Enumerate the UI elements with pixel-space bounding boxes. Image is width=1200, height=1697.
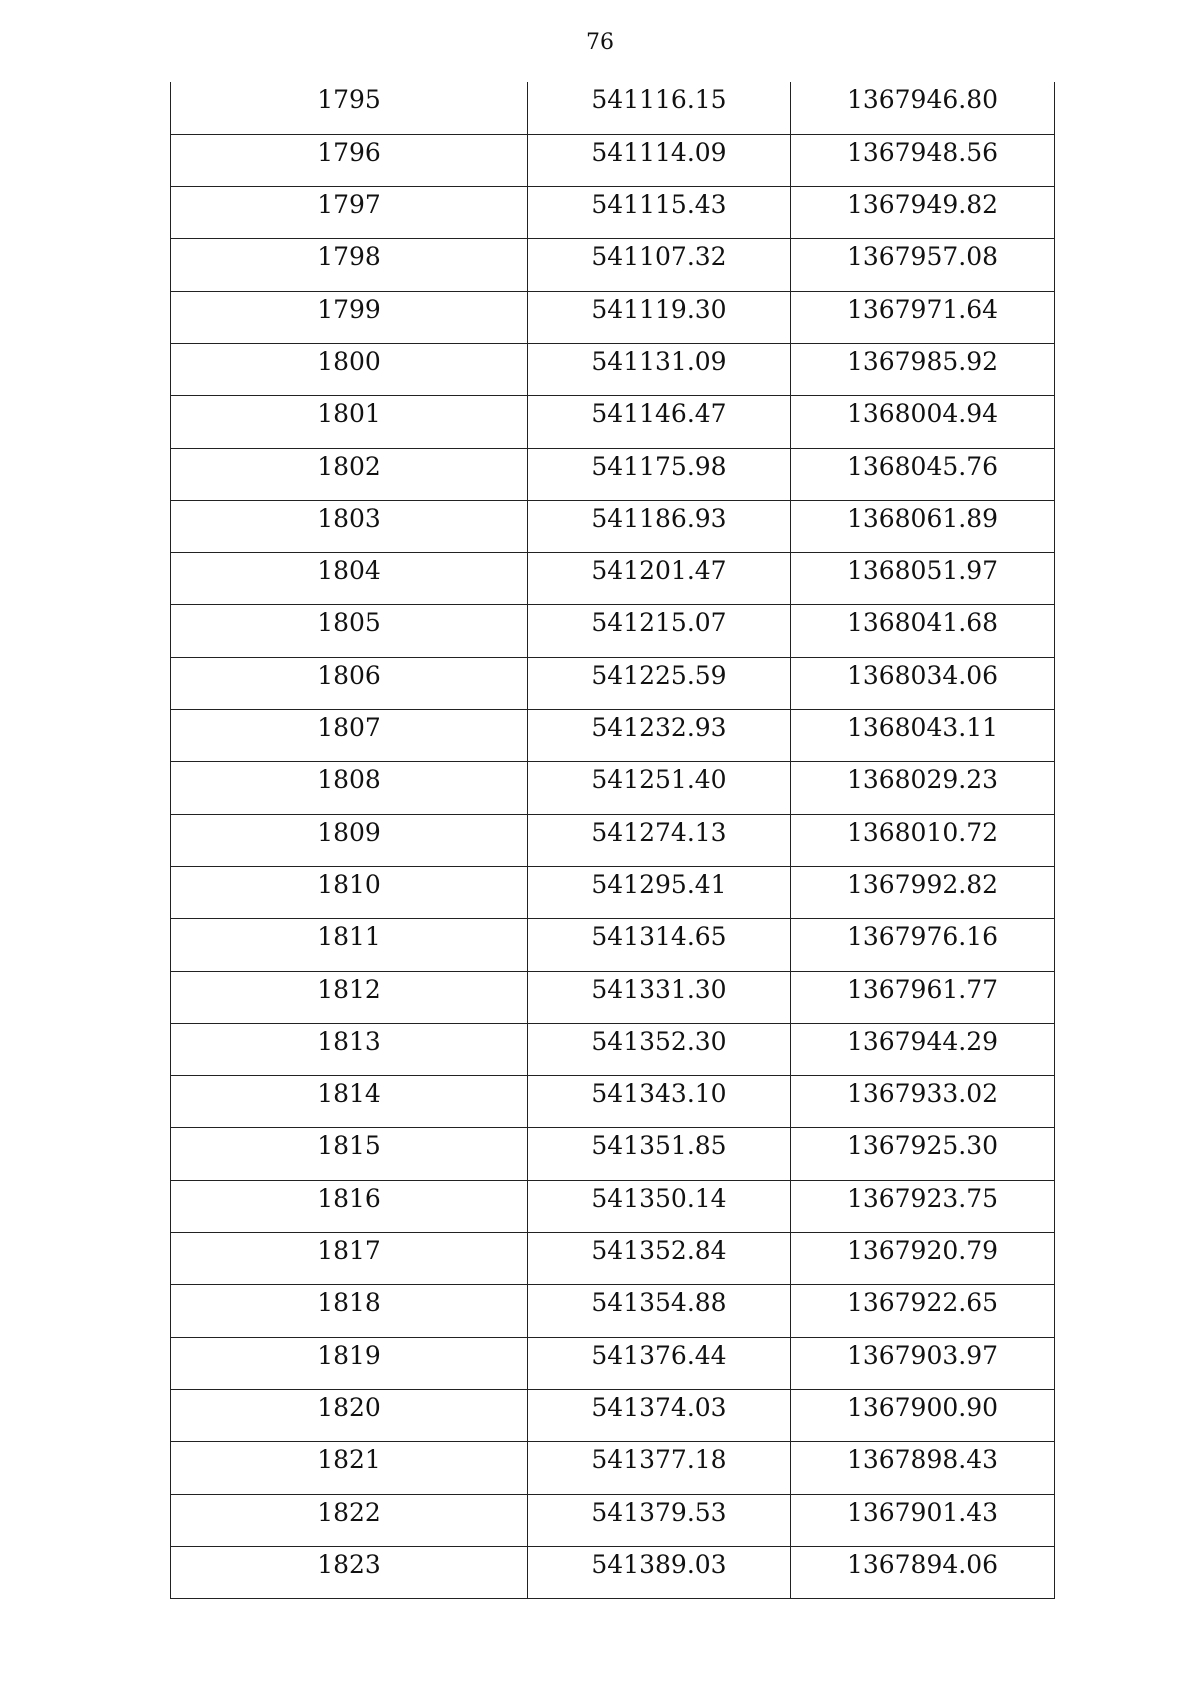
cell-value: 541389.03 xyxy=(591,1549,727,1579)
table-row xyxy=(171,1442,1055,1494)
y-coordinate-cell xyxy=(791,814,1055,866)
cell-value: 541251.40 xyxy=(591,765,727,795)
table-row xyxy=(171,291,1055,343)
cell-value: 541232.93 xyxy=(591,713,727,743)
cell-value: 541114.09 xyxy=(591,137,727,167)
cell-value: 1367985.92 xyxy=(846,346,999,376)
cell-value: 1367920.79 xyxy=(846,1236,999,1266)
y-coordinate-cell xyxy=(791,710,1055,762)
cell-value: 541331.30 xyxy=(591,974,727,1004)
x-coordinate-cell xyxy=(528,553,791,605)
cell-value: 541119.30 xyxy=(591,294,727,324)
x-coordinate-cell xyxy=(528,1076,791,1128)
cell-value: 541186.93 xyxy=(591,503,727,533)
x-coordinate-cell xyxy=(528,1180,791,1232)
cell-value: 1823 xyxy=(317,1549,381,1579)
y-coordinate-cell xyxy=(791,1442,1055,1494)
cell-value: 1367961.77 xyxy=(846,974,999,1004)
y-coordinate-cell xyxy=(791,448,1055,500)
point-number-cell xyxy=(171,1546,528,1598)
x-coordinate-cell xyxy=(528,291,791,343)
cell-value: 541225.59 xyxy=(591,660,727,690)
cell-value: 1367948.56 xyxy=(846,137,999,167)
point-number-cell xyxy=(171,396,528,448)
x-coordinate-cell xyxy=(528,343,791,395)
y-coordinate-cell xyxy=(791,657,1055,709)
cell-value: 1795 xyxy=(317,85,381,114)
cell-value: 541295.41 xyxy=(591,869,727,899)
cell-value: 1822 xyxy=(317,1497,381,1527)
point-number-cell xyxy=(171,448,528,500)
cell-value: 541274.13 xyxy=(591,817,727,847)
point-number-cell xyxy=(171,187,528,239)
x-coordinate-cell xyxy=(528,134,791,186)
y-coordinate-cell xyxy=(791,239,1055,291)
cell-value: 541116.15 xyxy=(591,85,727,114)
cell-value: 1815 xyxy=(317,1131,381,1161)
cell-value: 541351.85 xyxy=(591,1131,727,1161)
table-row xyxy=(171,605,1055,657)
coordinates-table-body xyxy=(171,82,1055,1599)
cell-value: 1368010.72 xyxy=(846,817,999,847)
table-row xyxy=(171,1128,1055,1180)
x-coordinate-cell xyxy=(528,657,791,709)
cell-value: 1810 xyxy=(317,869,381,899)
cell-value: 541377.18 xyxy=(591,1445,727,1475)
y-coordinate-cell xyxy=(791,187,1055,239)
x-coordinate-cell xyxy=(528,1285,791,1337)
cell-value: 541215.07 xyxy=(591,608,727,638)
x-coordinate-cell xyxy=(528,866,791,918)
x-coordinate-cell xyxy=(528,82,791,134)
x-coordinate-cell xyxy=(528,605,791,657)
cell-value: 1367957.08 xyxy=(846,242,999,272)
cell-value: 541146.47 xyxy=(591,399,727,429)
table-row xyxy=(171,134,1055,186)
cell-value: 1798 xyxy=(317,242,381,272)
table-row xyxy=(171,762,1055,814)
point-number-cell xyxy=(171,82,528,134)
cell-value: 1813 xyxy=(317,1026,381,1056)
cell-value: 1367898.43 xyxy=(846,1445,999,1475)
x-coordinate-cell xyxy=(528,187,791,239)
cell-value: 1368061.89 xyxy=(846,503,999,533)
table-row xyxy=(171,1076,1055,1128)
table-row xyxy=(171,971,1055,1023)
point-number-cell xyxy=(171,134,528,186)
x-coordinate-cell xyxy=(528,448,791,500)
y-coordinate-cell xyxy=(791,1546,1055,1598)
y-coordinate-cell xyxy=(791,1233,1055,1285)
cell-value: 1367946.80 xyxy=(846,85,999,114)
cell-value: 541352.84 xyxy=(591,1236,727,1266)
y-coordinate-cell xyxy=(791,866,1055,918)
cell-value: 541115.43 xyxy=(591,190,727,220)
x-coordinate-cell xyxy=(528,1023,791,1075)
point-number-cell xyxy=(171,1233,528,1285)
cell-value: 1367922.65 xyxy=(846,1288,999,1318)
y-coordinate-cell xyxy=(791,971,1055,1023)
cell-value: 1804 xyxy=(317,556,381,586)
cell-value: 1820 xyxy=(317,1392,381,1422)
cell-value: 1816 xyxy=(317,1183,381,1213)
page-number: 76 xyxy=(586,30,614,55)
y-coordinate-cell xyxy=(791,1337,1055,1389)
point-number-cell xyxy=(171,1442,528,1494)
x-coordinate-cell xyxy=(528,1494,791,1546)
x-coordinate-cell xyxy=(528,919,791,971)
point-number-cell xyxy=(171,343,528,395)
cell-value: 1367976.16 xyxy=(846,922,999,952)
y-coordinate-cell xyxy=(791,1494,1055,1546)
y-coordinate-cell xyxy=(791,1076,1055,1128)
y-coordinate-cell xyxy=(791,553,1055,605)
x-coordinate-cell xyxy=(528,1546,791,1598)
table-row xyxy=(171,866,1055,918)
table-row xyxy=(171,919,1055,971)
y-coordinate-cell xyxy=(791,1180,1055,1232)
cell-value: 1801 xyxy=(317,399,381,429)
cell-value: 1367903.97 xyxy=(846,1340,999,1370)
table-row xyxy=(171,343,1055,395)
cell-value: 541376.44 xyxy=(591,1340,727,1370)
point-number-cell xyxy=(171,710,528,762)
cell-value: 1368029.23 xyxy=(846,765,999,795)
point-number-cell xyxy=(171,971,528,1023)
table-row xyxy=(171,500,1055,552)
x-coordinate-cell xyxy=(528,762,791,814)
table-row xyxy=(171,1337,1055,1389)
cell-value: 1799 xyxy=(317,294,381,324)
point-number-cell xyxy=(171,500,528,552)
table-row xyxy=(171,1389,1055,1441)
cell-value: 1805 xyxy=(317,608,381,638)
cell-value: 1797 xyxy=(317,190,381,220)
cell-value: 541350.14 xyxy=(591,1183,727,1213)
cell-value: 1367944.29 xyxy=(846,1026,999,1056)
point-number-cell xyxy=(171,657,528,709)
x-coordinate-cell xyxy=(528,1233,791,1285)
cell-value: 1367925.30 xyxy=(846,1131,999,1161)
coordinates-table xyxy=(170,82,1055,1599)
cell-value: 1367900.90 xyxy=(846,1392,999,1422)
point-number-cell xyxy=(171,1494,528,1546)
y-coordinate-cell xyxy=(791,1285,1055,1337)
cell-value: 541107.32 xyxy=(591,242,727,272)
y-coordinate-cell xyxy=(791,605,1055,657)
table-row xyxy=(171,553,1055,605)
cell-value: 1368051.97 xyxy=(846,556,999,586)
table-row xyxy=(171,82,1055,134)
cell-value: 1821 xyxy=(317,1445,381,1475)
cell-value: 1368034.06 xyxy=(846,660,999,690)
table-row xyxy=(171,1233,1055,1285)
cell-value: 1807 xyxy=(317,713,381,743)
point-number-cell xyxy=(171,866,528,918)
point-number-cell xyxy=(171,919,528,971)
cell-value: 1814 xyxy=(317,1079,381,1109)
cell-value: 1367933.02 xyxy=(846,1079,999,1109)
point-number-cell xyxy=(171,291,528,343)
y-coordinate-cell xyxy=(791,291,1055,343)
table-row xyxy=(171,657,1055,709)
table-row xyxy=(171,1285,1055,1337)
table-row xyxy=(171,396,1055,448)
cell-value: 541201.47 xyxy=(591,556,727,586)
x-coordinate-cell xyxy=(528,814,791,866)
point-number-cell xyxy=(171,1128,528,1180)
cell-value: 541379.53 xyxy=(591,1497,727,1527)
cell-value: 1368043.11 xyxy=(846,713,999,743)
y-coordinate-cell xyxy=(791,1023,1055,1075)
cell-value: 541374.03 xyxy=(591,1392,727,1422)
y-coordinate-cell xyxy=(791,82,1055,134)
cell-value: 1368041.68 xyxy=(846,608,999,638)
x-coordinate-cell xyxy=(528,396,791,448)
table-row xyxy=(171,1494,1055,1546)
cell-value: 541131.09 xyxy=(591,346,727,376)
y-coordinate-cell xyxy=(791,500,1055,552)
point-number-cell xyxy=(171,1023,528,1075)
cell-value: 1809 xyxy=(317,817,381,847)
y-coordinate-cell xyxy=(791,134,1055,186)
table-row xyxy=(171,1023,1055,1075)
cell-value: 1802 xyxy=(317,451,381,481)
table-row xyxy=(171,239,1055,291)
cell-value: 1367923.75 xyxy=(846,1183,999,1213)
y-coordinate-cell xyxy=(791,1128,1055,1180)
y-coordinate-cell xyxy=(791,343,1055,395)
x-coordinate-cell xyxy=(528,239,791,291)
point-number-cell xyxy=(171,762,528,814)
cell-value: 541352.30 xyxy=(591,1026,727,1056)
table-row xyxy=(171,814,1055,866)
y-coordinate-cell xyxy=(791,762,1055,814)
point-number-cell xyxy=(171,1180,528,1232)
y-coordinate-cell xyxy=(791,1389,1055,1441)
y-coordinate-cell xyxy=(791,919,1055,971)
cell-value: 1818 xyxy=(317,1288,381,1318)
cell-value: 1808 xyxy=(317,765,381,795)
cell-value: 1800 xyxy=(317,346,381,376)
x-coordinate-cell xyxy=(528,971,791,1023)
cell-value: 541354.88 xyxy=(591,1288,727,1318)
x-coordinate-cell xyxy=(528,710,791,762)
point-number-cell xyxy=(171,1285,528,1337)
cell-value: 1817 xyxy=(317,1236,381,1266)
cell-value: 1368045.76 xyxy=(846,451,999,481)
x-coordinate-cell xyxy=(528,1337,791,1389)
table-row xyxy=(171,448,1055,500)
cell-value: 1367901.43 xyxy=(846,1497,999,1527)
cell-value: 1367894.06 xyxy=(846,1549,999,1579)
x-coordinate-cell xyxy=(528,1128,791,1180)
table-row xyxy=(171,710,1055,762)
cell-value: 1812 xyxy=(317,974,381,1004)
table-row xyxy=(171,187,1055,239)
x-coordinate-cell xyxy=(528,1442,791,1494)
cell-value: 1806 xyxy=(317,660,381,690)
cell-value: 541314.65 xyxy=(591,922,727,952)
cell-value: 1367992.82 xyxy=(846,869,999,899)
point-number-cell xyxy=(171,239,528,291)
point-number-cell xyxy=(171,605,528,657)
cell-value: 541343.10 xyxy=(591,1079,727,1109)
x-coordinate-cell xyxy=(528,1389,791,1441)
cell-value: 1368004.94 xyxy=(846,399,999,429)
point-number-cell xyxy=(171,814,528,866)
point-number-cell xyxy=(171,1389,528,1441)
y-coordinate-cell xyxy=(791,396,1055,448)
cell-value: 1367971.64 xyxy=(846,294,999,324)
cell-value: 1811 xyxy=(317,922,381,952)
cell-value: 1796 xyxy=(317,137,381,167)
table-row xyxy=(171,1180,1055,1232)
table-row xyxy=(171,1546,1055,1598)
point-number-cell xyxy=(171,553,528,605)
point-number-cell xyxy=(171,1076,528,1128)
cell-value: 541175.98 xyxy=(591,451,727,481)
point-number-cell xyxy=(171,1337,528,1389)
cell-value: 1803 xyxy=(317,503,381,533)
cell-value: 1367949.82 xyxy=(846,190,999,220)
x-coordinate-cell xyxy=(528,500,791,552)
cell-value: 1819 xyxy=(317,1340,381,1370)
